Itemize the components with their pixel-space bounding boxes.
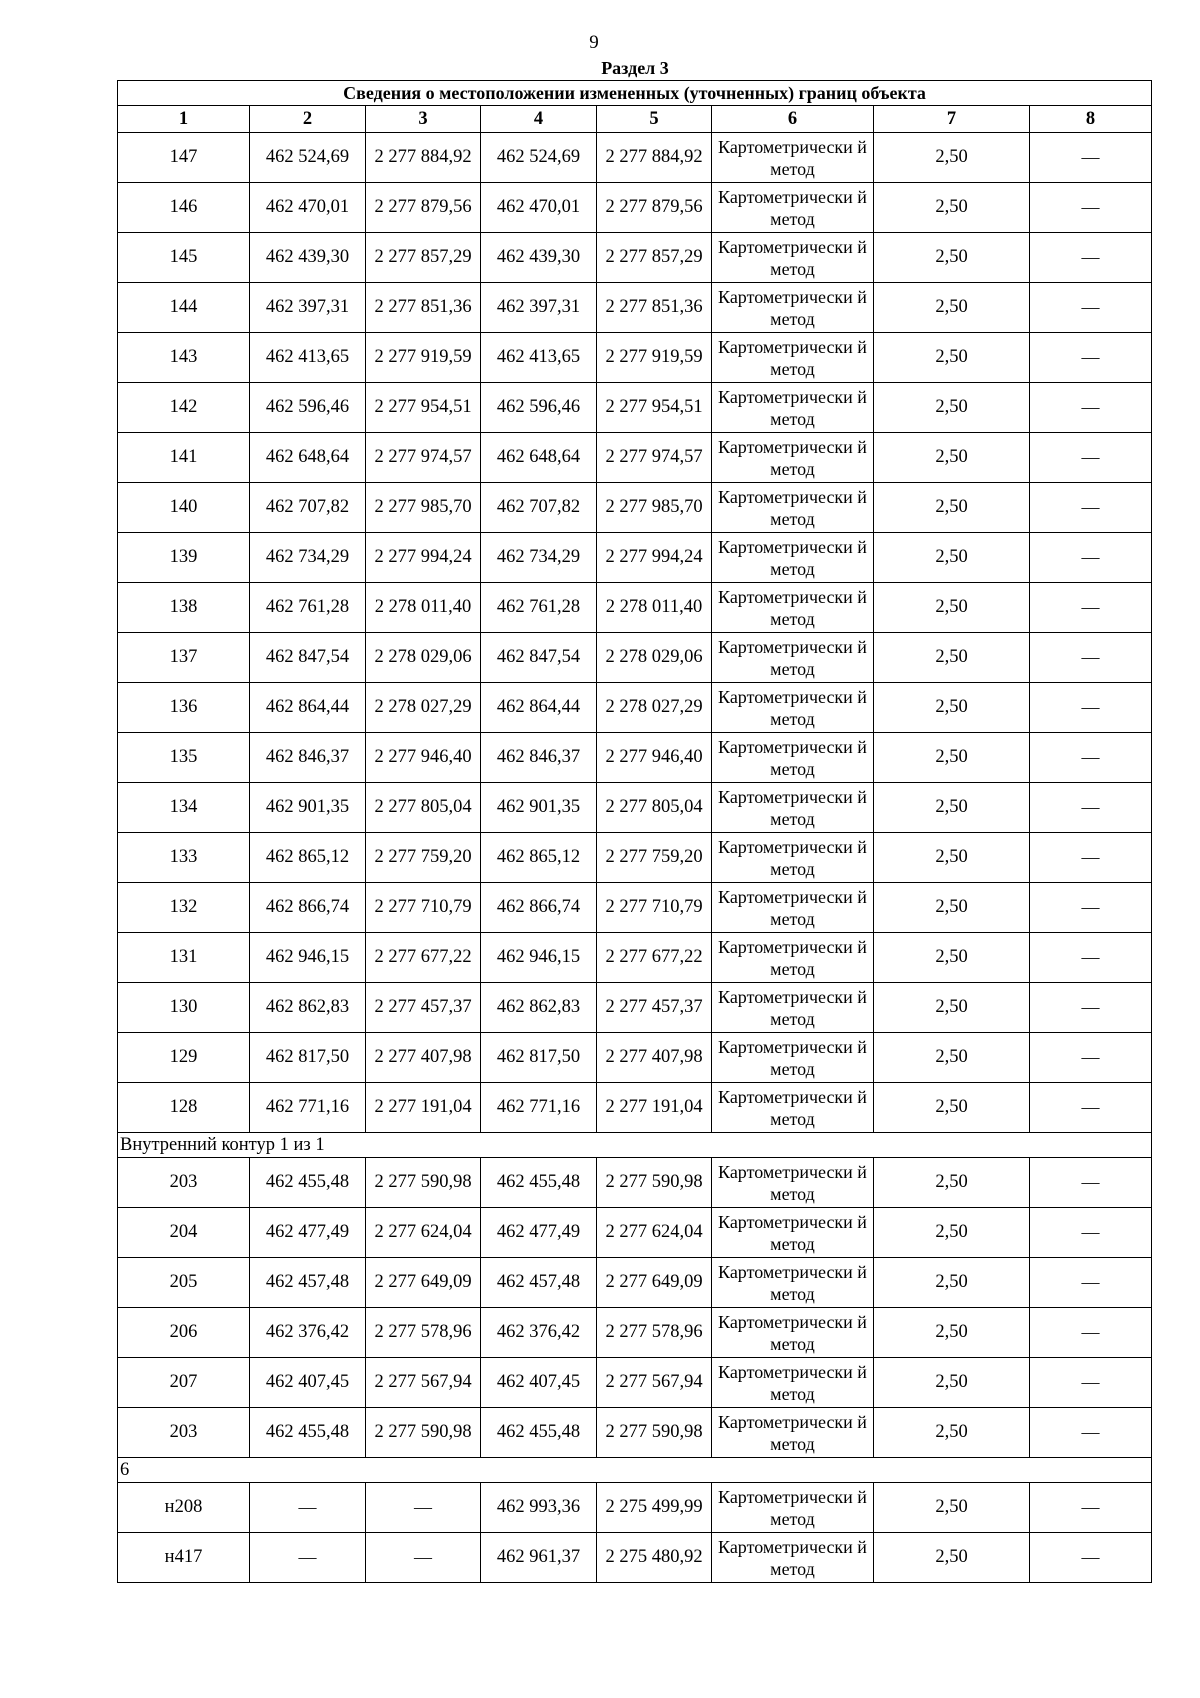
- accuracy-cell: 2,50: [874, 183, 1030, 233]
- point-number-cell: 135: [118, 733, 250, 783]
- y-new-cell: 2 278 027,29: [597, 683, 712, 733]
- x-existing-cell: 462 862,83: [250, 983, 366, 1033]
- x-new-cell: 462 413,65: [481, 333, 597, 383]
- x-new-cell: 462 397,31: [481, 283, 597, 333]
- y-new-cell: 2 277 805,04: [597, 783, 712, 833]
- point-number-cell: 129: [118, 1033, 250, 1083]
- accuracy-cell: 2,50: [874, 233, 1030, 283]
- x-existing-cell: 462 901,35: [250, 783, 366, 833]
- accuracy-cell: 2,50: [874, 133, 1030, 183]
- table-row: [118, 883, 1152, 933]
- x-existing-cell: 462 865,12: [250, 833, 366, 883]
- description-cell: —: [1030, 633, 1152, 683]
- description-cell: —: [1030, 533, 1152, 583]
- accuracy-cell: 2,50: [874, 783, 1030, 833]
- point-number-cell: 140: [118, 483, 250, 533]
- coordinates-table: [117, 80, 1152, 1583]
- column-number-1: 1: [118, 106, 250, 133]
- y-existing-cell: 2 277 624,04: [366, 1208, 481, 1258]
- x-new-cell: 462 457,48: [481, 1258, 597, 1308]
- description-cell: —: [1030, 1483, 1152, 1533]
- description-cell: —: [1030, 1158, 1152, 1208]
- method-cell: Картометрически й метод: [712, 1483, 874, 1533]
- point-number-cell: 147: [118, 133, 250, 183]
- page-number: 9: [589, 32, 599, 53]
- method-cell: Картометрически й метод: [712, 683, 874, 733]
- method-cell: Картометрически й метод: [712, 833, 874, 883]
- contour-group-row: [118, 1458, 1152, 1483]
- contour-group-row: [118, 1133, 1152, 1158]
- method-cell: Картометрически й метод: [712, 1308, 874, 1358]
- column-number-7: 7: [874, 106, 1030, 133]
- description-cell: —: [1030, 1208, 1152, 1258]
- column-number-3: 3: [366, 106, 481, 133]
- x-existing-cell: 462 455,48: [250, 1158, 366, 1208]
- x-new-cell: 462 455,48: [481, 1408, 597, 1458]
- y-new-cell: 2 277 884,92: [597, 133, 712, 183]
- x-existing-cell: 462 524,69: [250, 133, 366, 183]
- accuracy-cell: 2,50: [874, 1533, 1030, 1583]
- point-number-cell: 143: [118, 333, 250, 383]
- y-existing-cell: 2 277 954,51: [366, 383, 481, 433]
- x-new-cell: 462 864,44: [481, 683, 597, 733]
- y-existing-cell: 2 277 578,96: [366, 1308, 481, 1358]
- method-cell: Картометрически й метод: [712, 1158, 874, 1208]
- y-existing-cell: —: [366, 1533, 481, 1583]
- y-existing-cell: 2 277 851,36: [366, 283, 481, 333]
- y-new-cell: 2 277 879,56: [597, 183, 712, 233]
- y-new-cell: 2 277 590,98: [597, 1158, 712, 1208]
- x-new-cell: 462 846,37: [481, 733, 597, 783]
- y-new-cell: 2 277 578,96: [597, 1308, 712, 1358]
- point-number-cell: 132: [118, 883, 250, 933]
- method-cell: Картометрически й метод: [712, 483, 874, 533]
- table-row: [118, 1158, 1152, 1208]
- y-existing-cell: 2 277 879,56: [366, 183, 481, 233]
- x-existing-cell: 462 707,82: [250, 483, 366, 533]
- y-new-cell: 2 277 954,51: [597, 383, 712, 433]
- x-existing-cell: 462 470,01: [250, 183, 366, 233]
- description-cell: —: [1030, 133, 1152, 183]
- point-number-cell: 207: [118, 1358, 250, 1408]
- point-number-cell: 134: [118, 783, 250, 833]
- method-cell: Картометрически й метод: [712, 1083, 874, 1133]
- point-number-cell: 141: [118, 433, 250, 483]
- method-cell: Картометрически й метод: [712, 1033, 874, 1083]
- point-number-cell: 136: [118, 683, 250, 733]
- table-row: [118, 733, 1152, 783]
- table-row: [118, 333, 1152, 383]
- description-cell: —: [1030, 433, 1152, 483]
- description-cell: —: [1030, 283, 1152, 333]
- table-row: [118, 1308, 1152, 1358]
- x-new-cell: 462 707,82: [481, 483, 597, 533]
- table-row: [118, 1533, 1152, 1583]
- table-row: [118, 1358, 1152, 1408]
- method-cell: Картометрически й метод: [712, 383, 874, 433]
- x-existing-cell: 462 866,74: [250, 883, 366, 933]
- x-existing-cell: 462 864,44: [250, 683, 366, 733]
- x-existing-cell: 462 376,42: [250, 1308, 366, 1358]
- x-existing-cell: 462 457,48: [250, 1258, 366, 1308]
- description-cell: —: [1030, 783, 1152, 833]
- point-number-cell: 138: [118, 583, 250, 633]
- description-cell: —: [1030, 383, 1152, 433]
- y-existing-cell: 2 277 919,59: [366, 333, 481, 383]
- section-title: Раздел 3: [601, 58, 669, 78]
- y-new-cell: 2 277 974,57: [597, 433, 712, 483]
- x-new-cell: 462 477,49: [481, 1208, 597, 1258]
- x-existing-cell: 462 846,37: [250, 733, 366, 783]
- x-existing-cell: —: [250, 1533, 366, 1583]
- x-new-cell: 462 862,83: [481, 983, 597, 1033]
- table-row: [118, 1208, 1152, 1258]
- point-number-cell: 204: [118, 1208, 250, 1258]
- accuracy-cell: 2,50: [874, 583, 1030, 633]
- y-existing-cell: 2 277 857,29: [366, 233, 481, 283]
- description-cell: —: [1030, 333, 1152, 383]
- description-cell: —: [1030, 483, 1152, 533]
- method-cell: Картометрически й метод: [712, 1408, 874, 1458]
- y-existing-cell: 2 277 759,20: [366, 833, 481, 883]
- accuracy-cell: 2,50: [874, 1033, 1030, 1083]
- y-existing-cell: 2 278 027,29: [366, 683, 481, 733]
- method-cell: Картометрически й метод: [712, 1258, 874, 1308]
- table-row: [118, 783, 1152, 833]
- description-cell: —: [1030, 1358, 1152, 1408]
- accuracy-cell: 2,50: [874, 1208, 1030, 1258]
- x-existing-cell: 462 648,64: [250, 433, 366, 483]
- y-existing-cell: 2 277 590,98: [366, 1408, 481, 1458]
- column-number-4: 4: [481, 106, 597, 133]
- y-new-cell: 2 277 857,29: [597, 233, 712, 283]
- x-new-cell: 462 470,01: [481, 183, 597, 233]
- table-row: [118, 1483, 1152, 1533]
- x-new-cell: 462 866,74: [481, 883, 597, 933]
- x-new-cell: 462 993,36: [481, 1483, 597, 1533]
- table-row: [118, 1033, 1152, 1083]
- point-number-cell: 139: [118, 533, 250, 583]
- accuracy-cell: 2,50: [874, 283, 1030, 333]
- y-new-cell: 2 277 457,37: [597, 983, 712, 1033]
- method-cell: Картометрически й метод: [712, 883, 874, 933]
- point-number-cell: н417: [118, 1533, 250, 1583]
- x-existing-cell: 462 761,28: [250, 583, 366, 633]
- y-existing-cell: 2 278 029,06: [366, 633, 481, 683]
- table-row: [118, 383, 1152, 433]
- accuracy-cell: 2,50: [874, 1083, 1030, 1133]
- x-new-cell: 462 524,69: [481, 133, 597, 183]
- table-row: [118, 683, 1152, 733]
- description-cell: —: [1030, 833, 1152, 883]
- method-cell: Картометрически й метод: [712, 633, 874, 683]
- x-new-cell: 462 439,30: [481, 233, 597, 283]
- point-number-cell: 205: [118, 1258, 250, 1308]
- x-existing-cell: 462 455,48: [250, 1408, 366, 1458]
- method-cell: Картометрически й метод: [712, 333, 874, 383]
- description-cell: —: [1030, 183, 1152, 233]
- y-existing-cell: 2 277 649,09: [366, 1258, 481, 1308]
- table-row: [118, 133, 1152, 183]
- point-number-cell: н208: [118, 1483, 250, 1533]
- column-number-5: 5: [597, 106, 712, 133]
- y-new-cell: 2 277 649,09: [597, 1258, 712, 1308]
- point-number-cell: 203: [118, 1408, 250, 1458]
- accuracy-cell: 2,50: [874, 1483, 1030, 1533]
- x-existing-cell: 462 817,50: [250, 1033, 366, 1083]
- accuracy-cell: 2,50: [874, 933, 1030, 983]
- y-new-cell: 2 277 919,59: [597, 333, 712, 383]
- y-existing-cell: 2 277 567,94: [366, 1358, 481, 1408]
- y-existing-cell: 2 277 710,79: [366, 883, 481, 933]
- accuracy-cell: 2,50: [874, 733, 1030, 783]
- description-cell: —: [1030, 683, 1152, 733]
- y-existing-cell: 2 277 457,37: [366, 983, 481, 1033]
- method-cell: Картометрически й метод: [712, 233, 874, 283]
- table-row: [118, 483, 1152, 533]
- method-cell: Картометрически й метод: [712, 983, 874, 1033]
- y-new-cell: 2 277 567,94: [597, 1358, 712, 1408]
- y-new-cell: 2 277 407,98: [597, 1033, 712, 1083]
- x-existing-cell: 462 407,45: [250, 1358, 366, 1408]
- x-existing-cell: —: [250, 1483, 366, 1533]
- method-cell: Картометрически й метод: [712, 183, 874, 233]
- description-cell: —: [1030, 733, 1152, 783]
- accuracy-cell: 2,50: [874, 333, 1030, 383]
- method-cell: Картометрически й метод: [712, 1208, 874, 1258]
- x-existing-cell: 462 946,15: [250, 933, 366, 983]
- description-cell: —: [1030, 933, 1152, 983]
- accuracy-cell: 2,50: [874, 533, 1030, 583]
- column-number-6: 6: [712, 106, 874, 133]
- x-existing-cell: 462 413,65: [250, 333, 366, 383]
- point-number-cell: 133: [118, 833, 250, 883]
- y-new-cell: 2 275 480,92: [597, 1533, 712, 1583]
- y-new-cell: 2 277 759,20: [597, 833, 712, 883]
- method-cell: Картометрически й метод: [712, 1358, 874, 1408]
- y-existing-cell: 2 277 946,40: [366, 733, 481, 783]
- method-cell: Картометрически й метод: [712, 133, 874, 183]
- x-new-cell: 462 771,16: [481, 1083, 597, 1133]
- accuracy-cell: 2,50: [874, 1158, 1030, 1208]
- column-number-row: [118, 106, 1152, 133]
- contour-label: Внутренний контур 1 из 1: [118, 1133, 1152, 1158]
- table-row: [118, 633, 1152, 683]
- y-existing-cell: 2 277 191,04: [366, 1083, 481, 1133]
- point-number-cell: 128: [118, 1083, 250, 1133]
- accuracy-cell: 2,50: [874, 833, 1030, 883]
- description-cell: —: [1030, 883, 1152, 933]
- accuracy-cell: 2,50: [874, 633, 1030, 683]
- table-row: [118, 1258, 1152, 1308]
- y-new-cell: 2 278 011,40: [597, 583, 712, 633]
- accuracy-cell: 2,50: [874, 483, 1030, 533]
- table-row: [118, 183, 1152, 233]
- point-number-cell: 131: [118, 933, 250, 983]
- x-new-cell: 462 376,42: [481, 1308, 597, 1358]
- y-existing-cell: 2 277 677,22: [366, 933, 481, 983]
- x-new-cell: 462 596,46: [481, 383, 597, 433]
- accuracy-cell: 2,50: [874, 1408, 1030, 1458]
- x-new-cell: 462 761,28: [481, 583, 597, 633]
- x-new-cell: 462 817,50: [481, 1033, 597, 1083]
- x-new-cell: 462 648,64: [481, 433, 597, 483]
- x-new-cell: 462 734,29: [481, 533, 597, 583]
- accuracy-cell: 2,50: [874, 1358, 1030, 1408]
- point-number-cell: 142: [118, 383, 250, 433]
- table-row: [118, 933, 1152, 983]
- accuracy-cell: 2,50: [874, 1308, 1030, 1358]
- table-row: [118, 283, 1152, 333]
- description-cell: —: [1030, 583, 1152, 633]
- table-row: [118, 983, 1152, 1033]
- table-row: [118, 533, 1152, 583]
- y-new-cell: 2 277 624,04: [597, 1208, 712, 1258]
- x-new-cell: 462 407,45: [481, 1358, 597, 1408]
- table-row: [118, 833, 1152, 883]
- table-row: [118, 233, 1152, 283]
- method-cell: Картометрически й метод: [712, 733, 874, 783]
- method-cell: Картометрически й метод: [712, 933, 874, 983]
- x-new-cell: 462 847,54: [481, 633, 597, 683]
- point-number-cell: 146: [118, 183, 250, 233]
- point-number-cell: 130: [118, 983, 250, 1033]
- table-row: [118, 433, 1152, 483]
- y-existing-cell: 2 277 590,98: [366, 1158, 481, 1208]
- x-new-cell: 462 455,48: [481, 1158, 597, 1208]
- y-new-cell: 2 275 499,99: [597, 1483, 712, 1533]
- y-new-cell: 2 277 994,24: [597, 533, 712, 583]
- y-new-cell: 2 277 946,40: [597, 733, 712, 783]
- table-body: [118, 133, 1152, 1583]
- x-existing-cell: 462 397,31: [250, 283, 366, 333]
- description-cell: —: [1030, 1083, 1152, 1133]
- y-existing-cell: 2 278 011,40: [366, 583, 481, 633]
- y-existing-cell: 2 277 994,24: [366, 533, 481, 583]
- y-existing-cell: 2 277 407,98: [366, 1033, 481, 1083]
- x-existing-cell: 462 596,46: [250, 383, 366, 433]
- method-cell: Картометрически й метод: [712, 583, 874, 633]
- accuracy-cell: 2,50: [874, 983, 1030, 1033]
- accuracy-cell: 2,50: [874, 383, 1030, 433]
- point-number-cell: 144: [118, 283, 250, 333]
- y-existing-cell: 2 277 884,92: [366, 133, 481, 183]
- method-cell: Картометрически й метод: [712, 283, 874, 333]
- description-cell: —: [1030, 1258, 1152, 1308]
- x-new-cell: 462 865,12: [481, 833, 597, 883]
- table-row: [118, 1083, 1152, 1133]
- y-new-cell: 2 277 851,36: [597, 283, 712, 333]
- x-new-cell: 462 961,37: [481, 1533, 597, 1583]
- y-new-cell: 2 278 029,06: [597, 633, 712, 683]
- x-new-cell: 462 901,35: [481, 783, 597, 833]
- x-existing-cell: 462 847,54: [250, 633, 366, 683]
- method-cell: Картометрически й метод: [712, 783, 874, 833]
- description-cell: —: [1030, 1308, 1152, 1358]
- y-existing-cell: —: [366, 1483, 481, 1533]
- description-cell: —: [1030, 983, 1152, 1033]
- point-number-cell: 206: [118, 1308, 250, 1358]
- point-number-cell: 145: [118, 233, 250, 283]
- y-new-cell: 2 277 677,22: [597, 933, 712, 983]
- description-cell: —: [1030, 233, 1152, 283]
- description-cell: —: [1030, 1408, 1152, 1458]
- point-number-cell: 203: [118, 1158, 250, 1208]
- method-cell: Картометрически й метод: [712, 433, 874, 483]
- y-existing-cell: 2 277 985,70: [366, 483, 481, 533]
- y-existing-cell: 2 277 805,04: [366, 783, 481, 833]
- table-caption: Сведения о местоположении измененных (уточненных) границ объекта: [118, 81, 1152, 106]
- y-new-cell: 2 277 985,70: [597, 483, 712, 533]
- y-new-cell: 2 277 191,04: [597, 1083, 712, 1133]
- method-cell: Картометрически й метод: [712, 533, 874, 583]
- y-new-cell: 2 277 590,98: [597, 1408, 712, 1458]
- description-cell: —: [1030, 1033, 1152, 1083]
- table-row: [118, 583, 1152, 633]
- accuracy-cell: 2,50: [874, 1258, 1030, 1308]
- x-existing-cell: 462 734,29: [250, 533, 366, 583]
- x-existing-cell: 462 439,30: [250, 233, 366, 283]
- description-cell: —: [1030, 1533, 1152, 1583]
- y-new-cell: 2 277 710,79: [597, 883, 712, 933]
- x-existing-cell: 462 477,49: [250, 1208, 366, 1258]
- accuracy-cell: 2,50: [874, 683, 1030, 733]
- table-row: [118, 1408, 1152, 1458]
- accuracy-cell: 2,50: [874, 883, 1030, 933]
- contour-label: 6: [118, 1458, 1152, 1483]
- method-cell: Картометрически й метод: [712, 1533, 874, 1583]
- y-existing-cell: 2 277 974,57: [366, 433, 481, 483]
- column-number-8: 8: [1030, 106, 1152, 133]
- point-number-cell: 137: [118, 633, 250, 683]
- accuracy-cell: 2,50: [874, 433, 1030, 483]
- column-number-2: 2: [250, 106, 366, 133]
- x-existing-cell: 462 771,16: [250, 1083, 366, 1133]
- x-new-cell: 462 946,15: [481, 933, 597, 983]
